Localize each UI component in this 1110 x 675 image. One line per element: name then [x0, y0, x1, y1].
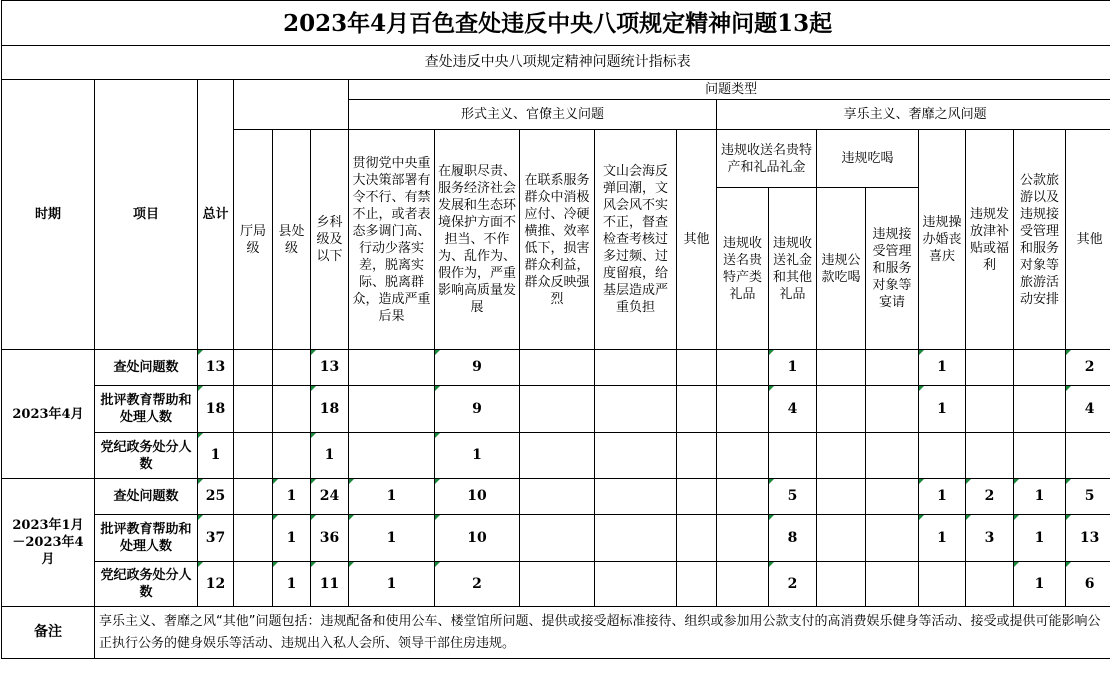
value-cell: 10	[435, 479, 520, 515]
header-level-xiang: 乡科级及以下	[311, 130, 349, 350]
value-cell	[717, 479, 769, 515]
value-cell	[1014, 350, 1066, 386]
value-cell	[817, 433, 866, 479]
value-cell	[520, 515, 595, 562]
value-cell	[234, 515, 273, 562]
period-cell: 2023年4月	[2, 350, 95, 479]
value-cell: 1	[349, 515, 435, 562]
value-cell: 1	[1014, 562, 1066, 607]
header-item: 项目	[95, 80, 198, 350]
value-cell: 1	[349, 562, 435, 607]
item-cell: 党纪政务处分人数	[95, 562, 198, 607]
value-cell	[234, 350, 273, 386]
value-cell: 1	[198, 433, 234, 479]
value-cell: 6	[1066, 562, 1110, 607]
value-cell: 8	[769, 515, 817, 562]
table-row	[2, 562, 1110, 607]
header-level-xian: 县处级	[273, 130, 311, 350]
value-cell: 5	[769, 479, 817, 515]
header-gift: 违规收送名贵特产和礼品礼金	[717, 130, 817, 188]
value-cell	[677, 479, 717, 515]
header-formalism-other: 其他	[677, 130, 717, 350]
value-cell: 1	[919, 515, 966, 562]
note-label: 备注	[2, 607, 95, 659]
value-cell: 1	[1014, 479, 1066, 515]
value-cell	[677, 350, 717, 386]
value-cell	[966, 562, 1014, 607]
value-cell	[966, 433, 1014, 479]
header-eat-1: 违规公款吃喝	[817, 188, 866, 350]
header-hedonism-other: 其他	[1066, 130, 1110, 350]
value-cell: 1	[349, 479, 435, 515]
value-cell: 1	[273, 515, 311, 562]
header-formalism-4: 文山会海反弹回潮，文风会风不实不正，督查检查考核过多过频、过度留痕，给基层造成严重负担	[595, 130, 677, 350]
value-cell	[234, 562, 273, 607]
value-cell	[866, 350, 919, 386]
value-cell	[677, 562, 717, 607]
value-cell	[349, 433, 435, 479]
header-period: 时期	[2, 80, 95, 350]
value-cell: 2	[1066, 350, 1110, 386]
value-cell	[769, 433, 817, 479]
value-cell	[520, 433, 595, 479]
value-cell	[273, 433, 311, 479]
value-cell	[717, 350, 769, 386]
value-cell	[1066, 433, 1110, 479]
header-eat-2: 违规接受管理和服务对象等宴请	[866, 188, 919, 350]
value-cell	[520, 386, 595, 433]
header-subsidy: 违规发放津补贴或福利	[966, 130, 1014, 350]
header-formalism-2: 在履职尽责、服务经济社会发展和生态环境保护方面不担当、不作为、乱作为、假作为，严重影响高质量发展	[435, 130, 520, 350]
value-cell: 9	[435, 386, 520, 433]
header-formalism-3: 在联系服务群众中消极应付、冷硬横推、效率低下，损害群众利益，群众反映强烈	[520, 130, 595, 350]
value-cell	[349, 350, 435, 386]
value-cell	[677, 515, 717, 562]
value-cell	[717, 433, 769, 479]
value-cell: 1	[769, 350, 817, 386]
value-cell: 13	[1066, 515, 1110, 562]
value-cell	[717, 515, 769, 562]
value-cell	[677, 386, 717, 433]
value-cell	[866, 515, 919, 562]
value-cell	[595, 515, 677, 562]
value-cell	[817, 386, 866, 433]
note-text: 享乐主义、奢靡之风“其他”问题包括：违规配备和使用公车、楼堂馆所问题、提供或接受超标准接待、组织或参加用公款支付的高消费娱乐健身等活动、接受或提供可能影响公正执行公务的健身娱乐等活动、违规出入私人会所、领导干部住房违规。	[95, 607, 1110, 659]
table-row	[2, 386, 1110, 433]
value-cell: 3	[966, 515, 1014, 562]
value-cell	[234, 433, 273, 479]
value-cell	[595, 479, 677, 515]
value-cell	[817, 562, 866, 607]
value-cell: 2	[966, 479, 1014, 515]
value-cell: 1	[919, 350, 966, 386]
value-cell: 2	[769, 562, 817, 607]
table-row	[2, 433, 1110, 479]
table-subtitle: 查处违反中央八项规定精神问题统计指标表	[2, 46, 1110, 80]
value-cell: 18	[311, 386, 349, 433]
table-row	[2, 350, 1110, 386]
header-gift-1: 违规收送名贵特产类礼品	[717, 188, 769, 350]
value-cell: 37	[198, 515, 234, 562]
item-cell: 查处问题数	[95, 479, 198, 515]
header-eat: 违规吃喝	[817, 130, 919, 188]
value-cell: 1	[435, 433, 520, 479]
value-cell	[919, 562, 966, 607]
item-cell: 批评教育帮助和处理人数	[95, 515, 198, 562]
value-cell: 1	[311, 433, 349, 479]
value-cell: 1	[919, 386, 966, 433]
value-cell: 25	[198, 479, 234, 515]
item-cell: 党纪政务处分人数	[95, 433, 198, 479]
value-cell	[349, 386, 435, 433]
header-gift-2: 违规收送礼金和其他礼品	[769, 188, 817, 350]
item-cell: 查处问题数	[95, 350, 198, 386]
value-cell: 18	[198, 386, 234, 433]
value-cell	[595, 386, 677, 433]
value-cell	[919, 433, 966, 479]
value-cell	[595, 433, 677, 479]
value-cell: 13	[198, 350, 234, 386]
page-title: 2023年4月百色查处违反中央八项规定精神问题13起	[2, 1, 1110, 46]
value-cell	[595, 350, 677, 386]
table-row	[2, 515, 1110, 562]
value-cell: 1	[919, 479, 966, 515]
value-cell: 1	[1014, 515, 1066, 562]
value-cell	[1014, 433, 1066, 479]
value-cell: 4	[1066, 386, 1110, 433]
value-cell	[966, 386, 1014, 433]
header-level-blank	[234, 80, 349, 130]
header-wedding: 违规操办婚丧喜庆	[919, 130, 966, 350]
value-cell	[1014, 386, 1066, 433]
value-cell	[273, 350, 311, 386]
value-cell	[234, 479, 273, 515]
value-cell	[717, 562, 769, 607]
statistics-table	[1, 0, 1110, 659]
value-cell	[717, 386, 769, 433]
value-cell	[866, 479, 919, 515]
value-cell	[520, 350, 595, 386]
header-travel: 公款旅游以及违规接受管理和服务对象等旅游活动安排	[1014, 130, 1066, 350]
value-cell: 4	[769, 386, 817, 433]
header-problem-type: 问题类型	[349, 80, 1110, 100]
value-cell	[866, 562, 919, 607]
value-cell: 12	[198, 562, 234, 607]
value-cell: 36	[311, 515, 349, 562]
value-cell	[866, 433, 919, 479]
table-row	[2, 479, 1110, 515]
period-cell: 2023年1月－2023年4月	[2, 479, 95, 607]
value-cell	[273, 386, 311, 433]
value-cell	[866, 386, 919, 433]
value-cell: 11	[311, 562, 349, 607]
value-cell: 1	[273, 479, 311, 515]
value-cell	[520, 479, 595, 515]
value-cell	[520, 562, 595, 607]
value-cell: 24	[311, 479, 349, 515]
item-cell: 批评教育帮助和处理人数	[95, 386, 198, 433]
header-hedonism: 享乐主义、奢靡之风问题	[717, 100, 1110, 130]
value-cell	[817, 515, 866, 562]
value-cell: 1	[273, 562, 311, 607]
value-cell	[817, 350, 866, 386]
value-cell	[595, 562, 677, 607]
value-cell	[234, 386, 273, 433]
value-cell	[966, 350, 1014, 386]
header-formalism-1: 贯彻党中央重大决策部署有令不行、有禁不止，或者表态多调门高、行动少落实差，脱离实际、脱离群众，造成严重后果	[349, 130, 435, 350]
value-cell	[677, 433, 717, 479]
value-cell: 2	[435, 562, 520, 607]
header-total: 总计	[198, 80, 234, 350]
value-cell: 9	[435, 350, 520, 386]
value-cell: 13	[311, 350, 349, 386]
header-formalism: 形式主义、官僚主义问题	[349, 100, 717, 130]
header-level-ting: 厅局级	[234, 130, 273, 350]
value-cell: 10	[435, 515, 520, 562]
value-cell: 5	[1066, 479, 1110, 515]
value-cell	[817, 479, 866, 515]
